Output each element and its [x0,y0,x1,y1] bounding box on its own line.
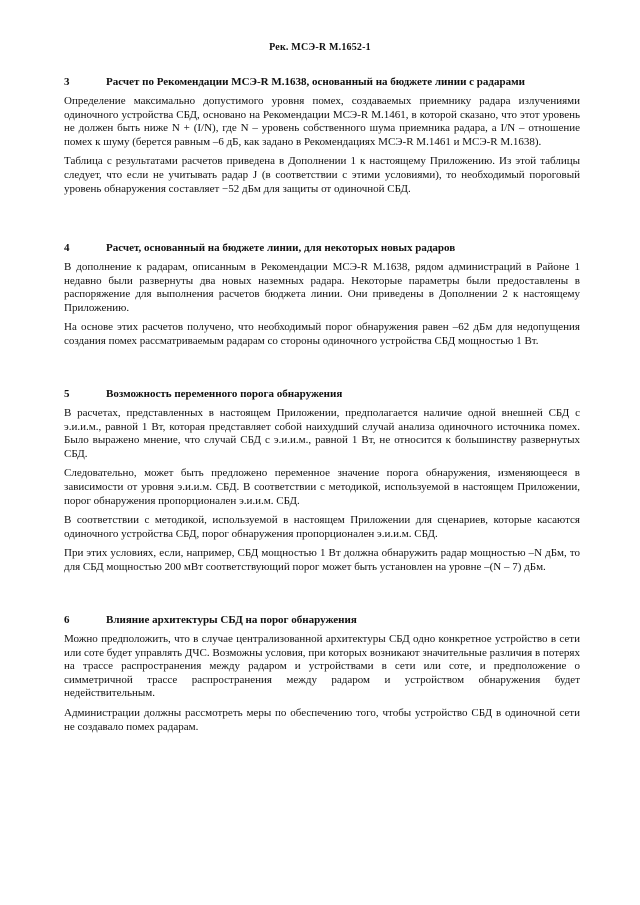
section-number: 4 [64,242,70,254]
section-number: 3 [64,76,70,88]
paragraph: При этих условиях, если, например, СБД мощностью 1 Вт должна обнаружить радар мощностью –N дБм, то для СБД мощностью 200 мВт соответствующий порог может быть установлен на уровне –(N – 7) дБм. [64,547,580,573]
section-5 [64,388,580,581]
section-heading [64,76,580,88]
section-heading [64,614,580,626]
section-heading [64,388,580,400]
paragraph: В расчетах, представленных в настоящем Приложении, предполагается наличие одной внешней СБД с э.и.и.м., равной 1 Вт, которая представляет собой наихудший случай анализа одиночного источника помех. Было выражено мнение, что случай СБД с э.и.и.м., равной 1 Вт, не относится к большинству развернутых СБД. [64,407,580,460]
section-title: Расчет по Рекомендации МСЭ-R M.1638, основанный на бюджете линии с радарами [106,76,525,88]
paragraph: Можно предположить, что в случае централизованной архитектуры СБД одно конкретное устройство в сети или соте будет управлять ДЧС. Возможны условия, при которых возникают значительные различия в потерях на трассе распространения между радаром и устройствами в сети или соте, и предположение о симметричной трассе распространения между радаром и устройством обнаружения будет недействительным. [64,633,580,700]
paragraph: На основе этих расчетов получено, что необходимый порог обнаружения равен –62 дБм для недопущения создания помех рассматриваемым радарам со стороны одиночного устройства СБД мощностью 1 Вт. [64,321,580,347]
section-heading [64,242,580,254]
section-6 [64,614,580,740]
running-header: Рек. МСЭ-R M.1652-1 [269,42,371,53]
paragraph: Таблица с результатами расчетов приведена в Дополнении 1 к настоящему Приложению. Из этой таблицы следует, что если не учитывать радар J (в соответствии с этими условиями), то необходимый пороговый уровень обнаружения составляет −52 дБм для защиты от одиночной СБД. [64,155,580,195]
paragraph: Администрации должны рассмотреть меры по обеспечению того, чтобы устройство СБД в одиночной сети не создавало помех радарам. [64,706,580,733]
section-number: 5 [64,388,70,400]
section-3 [64,76,580,202]
section-title: Возможность переменного порога обнаружения [106,388,343,400]
section-title: Расчет, основанный на бюджете линии, для некоторых новых радаров [106,242,456,254]
paragraph: Определение максимально допустимого уровня помех, создаваемых приемнику радара излучениями одиночного устройства СБД, основано на Рекомендации МСЭ-R M.1461, в которой сказано, что этот уровень не должен быть ниже N + (I/N), где N – уровень собственного шума приемника радара, а I/N – отношение помех к шуму (берется равным –6 дБ, как задано в Рекомендациях МСЭ-R M.1461 и МСЭ-R M.1638). [64,95,580,148]
paragraph: Следовательно, может быть предложено переменное значение порога обнаружения, изменяющееся в зависимости от уровня э.и.и.м. СБД. В соответствии с методикой, используемой в настоящем Приложении, порог обнаружения пропорционален э.и.и.м. СБД. [64,467,580,507]
paragraph: В соответствии с методикой, используемой в настоящем Приложении для сценариев, которые касаются одиночного устройства СБД, порог обнаружения пропорционален э.и.и.м. СБД. [64,514,580,540]
section-title: Влияние архитектуры СБД на порог обнаружения [106,614,357,626]
paragraph: В дополнение к радарам, описанным в Рекомендации МСЭ-R M.1638, рядом администраций в Районе 1 недавно были развернуты два новых наземных радара. Некоторые параметры были предоставлены в распоряжение для выполнения расчетов бюджета линии. Они приведены в Дополнении 2 к настоящему Приложению. [64,261,580,314]
section-number: 6 [64,614,70,626]
section-4 [64,242,580,355]
